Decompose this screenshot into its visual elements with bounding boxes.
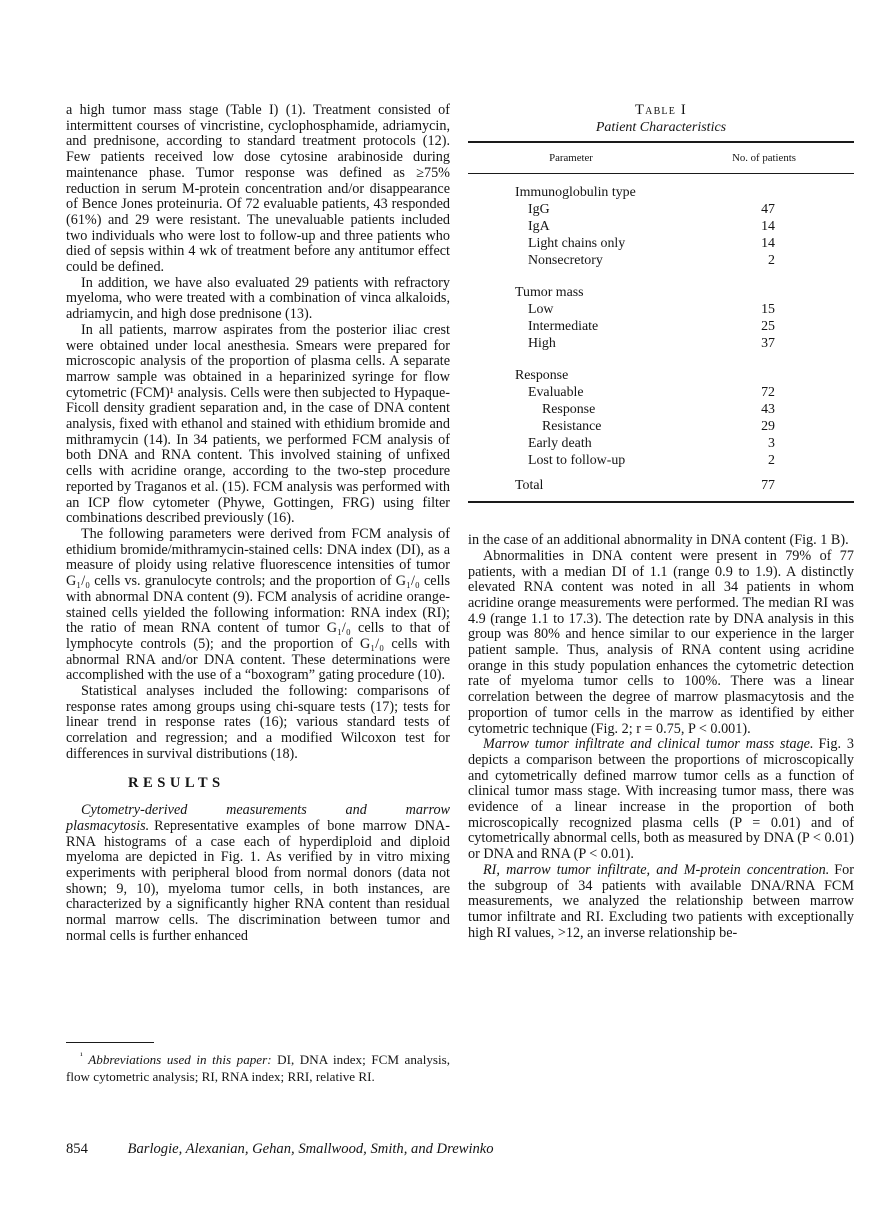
table-cell-parameter: Lost to follow-up bbox=[528, 453, 626, 469]
paragraph-italic-lead: Cytometry-derived measurements and marrow plasmacytosis. bbox=[66, 802, 450, 834]
table-row bbox=[468, 318, 854, 335]
table-row bbox=[468, 367, 854, 384]
table-cell-value: 47 bbox=[761, 202, 775, 218]
footnote-body: DI, DNA index; FCM analysis, flow cytometric analysis; RI, RNA index; RRI, relative RI. bbox=[66, 1052, 450, 1084]
page-number: 854 bbox=[66, 1141, 88, 1157]
paragraph-text: a high tumor mass stage (Table I) (1). Treatment consisted of intermittent courses of vincristine, cyclophosphamide, adriamycin, and prednisone, according to standard treatment protocols (12). Few patients received low dose cytosine arabinoside during maintenance phase. Tumor response was defined as ≥75% reduction in serum M-protein concentration and/or disappearance of Bence Jones proteinuria. Of 72 evaluable patients, 43 responded (61%) and 29 were resistant. The unevaluable patients included two individuals who were lost to follow-up and three patients who died of sepsis within 4 wk of treatment before any antitumor effect could be defined. bbox=[66, 102, 450, 276]
right-column bbox=[468, 103, 854, 941]
table-header-patients: No. of patients bbox=[732, 152, 796, 165]
paragraph-text: The following parameters were derived from FCM analysis of ethidium bromide/mithramycin-stained cells: DNA index (DI), as a measure of ploidy using relative fluorescence intensities of tumor G₁/₀ cells vs. granulocyte controls; and the proportion of G₁/₀ cells with abnormal DNA content (9). FCM analysis of acridine orange-stained cells yielded the following information: RNA index (RI); the ratio of mean RNA content of tumor G₁/₀ cells to that of lymphocyte controls (5); and the proportion of G₁/₀ cells with abnormal RNA and/or DNA content. These determinations were accomplished with the use of a “boxogram” gating procedure (10). bbox=[66, 525, 450, 684]
table-row bbox=[468, 235, 854, 252]
table-cell-value: 2 bbox=[768, 253, 775, 269]
table-row bbox=[468, 435, 854, 452]
footnote-italic-lead: Abbreviations used in this paper: bbox=[88, 1052, 272, 1067]
left-column bbox=[66, 103, 450, 945]
paragraph-text: Fig. 3 depicts a comparison between the proportions of microscopically and cytometrically defined marrow tumor cells as a function of clinical tumor mass stage. With increasing tumor mass, there was evidence of a linear increase in the proportion of both microscopically recognized plasma cells (P = 0.01) and of cytometrically abnormal cells, both as measured by DNA (P < 0.01) or DNA and RNA (P < 0.01). bbox=[468, 736, 854, 863]
table-subtitle: Patient Characteristics bbox=[595, 119, 727, 135]
table-row bbox=[468, 452, 854, 469]
body-paragraph bbox=[66, 276, 450, 323]
table-cell-parameter: Response bbox=[515, 368, 569, 384]
table-title: Table I bbox=[635, 102, 687, 118]
table-cell-value bbox=[691, 367, 775, 384]
table-row bbox=[468, 384, 854, 401]
table-row bbox=[468, 284, 854, 301]
paragraph-text: Representative examples of bone marrow DNA-RNA histograms of a case each of hyperdiploid and diploid myeloma are depicted in Fig. 1. As verified by in vitro mixing experiments with peripheral blood from normal donors (data not shown; 9, 10), myeloma tumor cells, in both instances, are characterized by a significantly higher RNA content than residual normal marrow cells. The discrimination between tumor and normal cells is further enhanced bbox=[66, 817, 450, 944]
table-cell-parameter: Early death bbox=[528, 436, 592, 452]
table-cell-parameter: Light chains only bbox=[528, 236, 626, 252]
table-cell-value: 14 bbox=[761, 236, 775, 252]
body-paragraph bbox=[66, 323, 450, 527]
table-cell-parameter: Immunoglobulin type bbox=[515, 185, 636, 201]
table-cell-value: 25 bbox=[761, 319, 775, 335]
table-row bbox=[468, 418, 854, 435]
table-cell-value: 15 bbox=[761, 302, 775, 318]
table-cell-value: 29 bbox=[761, 419, 775, 435]
table-body bbox=[468, 174, 854, 501]
right-column-text bbox=[468, 533, 854, 941]
footnote-marker: ¹ bbox=[80, 1050, 83, 1061]
table-cell-parameter: Nonsecretory bbox=[528, 253, 603, 269]
paragraph-text: In all patients, marrow aspirates from the posterior iliac crest were obtained under local anesthesia. Smears were prepared for microscopic analysis of the proportion of plasma cells. A separate marrow sample was obtained in a heparinized syringe for flow cytometric (FCM)¹ analysis. Cells were then subjected to Hypaque-Ficoll density gradient separation and, in the case of DNA content analysis, fixed with ethanol and stained with ethidium bromide and mithramycin (14). In 34 patients, we performed FCM analysis of both DNA and RNA content. This involved staining of unfixed cells with acridine orange, according to the two-step procedure reported by Traganos et al. (15). FCM analysis was performed with an ICP flow cytometer (Phywe, Gottingen, FRG) using filter combinations described previously (16). bbox=[66, 321, 450, 527]
paragraph-italic-lead: Marrow tumor infiltrate and clinical tumor mass stage. bbox=[483, 736, 814, 753]
body-paragraph bbox=[66, 103, 450, 276]
paragraph-text: in the case of an additional abnormality in DNA content (Fig. 1 B). bbox=[468, 532, 849, 549]
body-paragraph bbox=[468, 549, 854, 737]
table-header-row bbox=[468, 143, 854, 173]
table-cell-parameter: Intermediate bbox=[528, 319, 599, 335]
table-row bbox=[468, 335, 854, 352]
paragraph-text: In addition, we have also evaluated 29 patients with refractory myeloma, who were treated with a combination of vinca alkaloids, adriamycin, and high dose prednisone (13). bbox=[66, 274, 450, 323]
table-row bbox=[468, 401, 854, 418]
table-cell-value bbox=[691, 184, 775, 201]
table-cell-parameter: Resistance bbox=[542, 419, 602, 435]
running-authors: Barlogie, Alexanian, Gehan, Smallwood, Smith, and Drewinko bbox=[127, 1141, 494, 1157]
table-header-parameter: Parameter bbox=[549, 152, 593, 165]
table-patient-characteristics bbox=[468, 103, 854, 503]
table-cell-parameter: Response bbox=[542, 402, 596, 418]
body-paragraph bbox=[468, 533, 854, 549]
table-cell-parameter: Total bbox=[515, 478, 544, 494]
table-bottom-rule bbox=[468, 501, 854, 503]
table-row-total bbox=[468, 477, 854, 494]
table-cell-parameter: Evaluable bbox=[528, 385, 584, 401]
body-paragraph bbox=[66, 684, 450, 763]
table-cell-value: 77 bbox=[761, 478, 775, 494]
paragraph-text: Statistical analyses included the following: comparisons of response rates among groups using chi-square tests (17); tests for linear trend in response rates (16); various standard tests of correlation and regression; and a modified Wilcoxon test for differences in survival distributions (18). bbox=[66, 683, 450, 762]
table-cell-value: 37 bbox=[761, 336, 775, 352]
table-cell-parameter: Tumor mass bbox=[515, 285, 584, 301]
footnote-divider bbox=[66, 1042, 154, 1043]
page-footer bbox=[66, 1141, 494, 1158]
table-cell-parameter: IgG bbox=[528, 202, 550, 218]
table-row bbox=[468, 252, 854, 269]
table-cell-value: 72 bbox=[761, 385, 775, 401]
paragraph-text: For the subgroup of 34 patients with available DNA/RNA FCM measurements, we analyzed the relationship between marrow tumor infiltrate and RI. Excluding two patients with exceptionally high RI values, >12, an inverse relationship be- bbox=[468, 861, 854, 941]
paragraph-italic-lead: RI, marrow tumor infiltrate, and M-protein concentration. bbox=[483, 861, 830, 878]
body-paragraph bbox=[468, 737, 854, 863]
body-paragraph bbox=[66, 527, 450, 684]
results-section-heading: RESULTS bbox=[128, 774, 225, 791]
table-cell-value: 43 bbox=[761, 402, 775, 418]
footnote-text bbox=[66, 1052, 450, 1085]
body-paragraph bbox=[66, 803, 450, 944]
body-paragraph bbox=[468, 863, 854, 942]
table-cell-parameter: IgA bbox=[528, 219, 550, 235]
table-cell-value: 2 bbox=[768, 453, 775, 469]
table-row bbox=[468, 218, 854, 235]
footnote bbox=[66, 1042, 450, 1085]
table-row bbox=[468, 201, 854, 218]
table-cell-parameter: High bbox=[528, 336, 556, 352]
table-cell-value: 14 bbox=[761, 219, 775, 235]
table-row bbox=[468, 301, 854, 318]
paragraph-text: Abnormalities in DNA content were present in 79% of 77 patients, with a median DI of 1.1 (range 0.9 to 1.9). A distinctly elevated RNA content was noted in all 34 patients in whom acridine orange measurements were performed. The median RI was 4.9 (range 1.1 to 17.3). The detection rate by DNA analysis in this group was 80% and hence similar to our experience in the larger patient sample. Thus, analysis of RNA content using acridine orange in this study population enhances the cytometric detection rate of myeloma tumor cells to 100%. There was a linear correlation between the degree of marrow plasmacytosis and the proportion of tumor cells in the marrow as identified by either cytometric technique (Fig. 2; r = 0.75, P < 0.001). bbox=[468, 547, 854, 737]
table-cell-value bbox=[691, 284, 775, 301]
table-cell-parameter: Low bbox=[528, 302, 554, 318]
table-row bbox=[468, 184, 854, 201]
table-cell-value: 3 bbox=[768, 436, 775, 452]
